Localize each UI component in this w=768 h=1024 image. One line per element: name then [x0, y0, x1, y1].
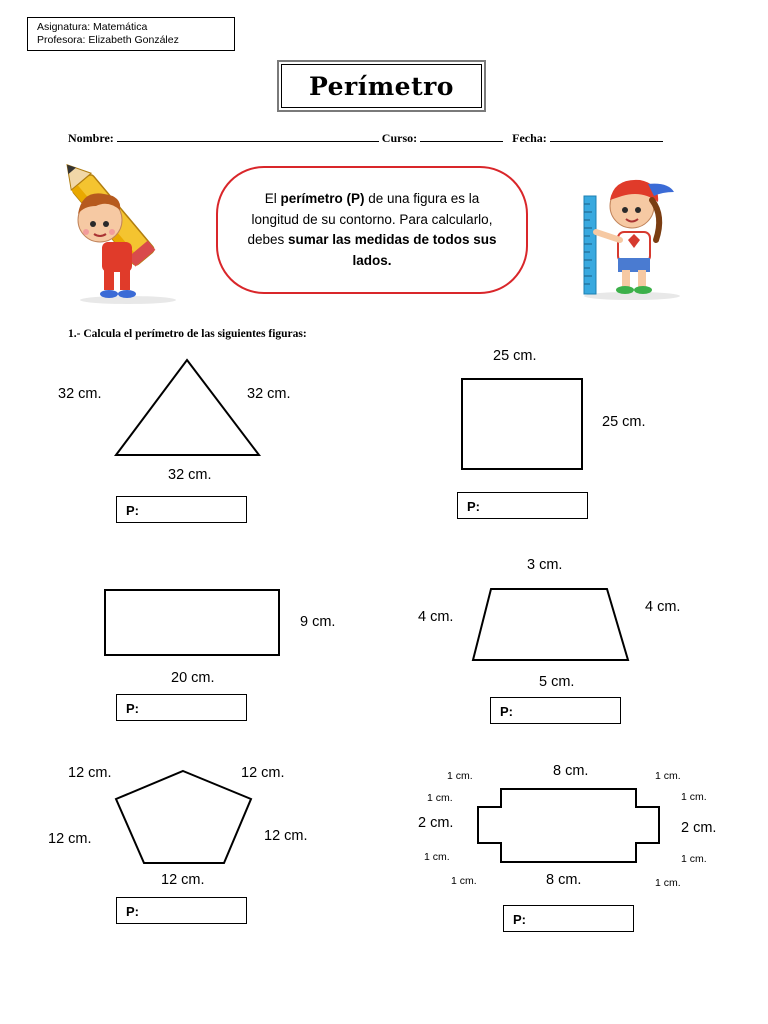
rectangle-answer-box[interactable]: P:: [116, 694, 247, 721]
date-label: Fecha:: [512, 131, 547, 145]
rectangle-right-label: 9 cm.: [300, 614, 336, 630]
trapezoid-left-label: 4 cm.: [418, 609, 454, 625]
definition-box: [216, 166, 528, 294]
cross-br-out-label: 1 cm.: [655, 877, 681, 889]
cross-left-label: 2 cm.: [418, 815, 454, 831]
square-right-label: 25 cm.: [602, 414, 646, 430]
cross-top-label: 8 cm.: [553, 763, 589, 779]
triangle-figure: [113, 358, 263, 458]
trapezoid-answer-box[interactable]: P:: [490, 697, 621, 724]
pentagon-figure: [113, 769, 255, 866]
square-top-label: 25 cm.: [493, 348, 537, 364]
cross-answer-box[interactable]: P:: [503, 905, 634, 932]
cross-bl-out-label: 1 cm.: [451, 875, 477, 887]
triangle-answer-box[interactable]: P:: [116, 496, 247, 523]
instruction-text: 1.- Calcula el perímetro de las siguientes figuras:: [68, 328, 307, 340]
pentagon-top-right-label: 12 cm.: [241, 765, 285, 781]
square-figure: [461, 378, 584, 471]
pentagon-bottom-label: 12 cm.: [161, 872, 205, 888]
cross-tr-out-label: 1 cm.: [655, 770, 681, 782]
trapezoid-bottom-label: 5 cm.: [539, 674, 575, 690]
cross-tl-in-label: 1 cm.: [427, 792, 453, 804]
course-field[interactable]: [420, 131, 503, 142]
course-label: Curso:: [381, 131, 418, 145]
cross-br-in-label: 1 cm.: [681, 853, 707, 865]
name-label: Nombre:: [68, 131, 114, 145]
cross-figure: [476, 787, 662, 865]
girl-with-ruler-illustration: [562, 170, 692, 302]
pentagon-left-label: 12 cm.: [48, 831, 92, 847]
square-answer-box[interactable]: P:: [457, 492, 588, 519]
trapezoid-top-label: 3 cm.: [527, 557, 563, 573]
boy-with-pencil-illustration: [60, 172, 200, 307]
student-form: [68, 131, 663, 146]
header-box: [27, 17, 235, 51]
trapezoid-right-label: 4 cm.: [645, 599, 681, 615]
pentagon-right-label: 12 cm.: [264, 828, 308, 844]
cross-tl-out-label: 1 cm.: [447, 770, 473, 782]
definition-part2: de una figura es la longitud de su contorno. Para calcularlo, debes: [247, 191, 493, 247]
name-field[interactable]: [117, 131, 379, 142]
rectangle-bottom-label: 20 cm.: [171, 670, 215, 686]
definition-bold2: sumar las medidas de todos sus lados.: [287, 232, 497, 268]
pentagon-answer-box[interactable]: P:: [116, 897, 247, 924]
definition-part1: El: [264, 191, 281, 206]
subject-text: Asignatura: Matemática: [37, 21, 148, 33]
definition-bold1: perímetro (P): [280, 191, 365, 206]
triangle-bottom-label: 32 cm.: [168, 467, 212, 483]
pentagon-top-left-label: 12 cm.: [68, 765, 112, 781]
cross-bottom-label: 8 cm.: [546, 872, 582, 888]
trapezoid-figure: [471, 587, 631, 663]
page-title: Perímetro: [277, 60, 486, 112]
date-field[interactable]: [550, 131, 663, 142]
teacher-text: Profesora: Elizabeth González: [37, 34, 179, 46]
cross-tr-in-label: 1 cm.: [681, 791, 707, 803]
rectangle-figure: [104, 589, 281, 657]
triangle-right-label: 32 cm.: [247, 386, 291, 402]
triangle-left-label: 32 cm.: [58, 386, 102, 402]
cross-right-label: 2 cm.: [681, 820, 717, 836]
cross-bl-in-label: 1 cm.: [424, 851, 450, 863]
